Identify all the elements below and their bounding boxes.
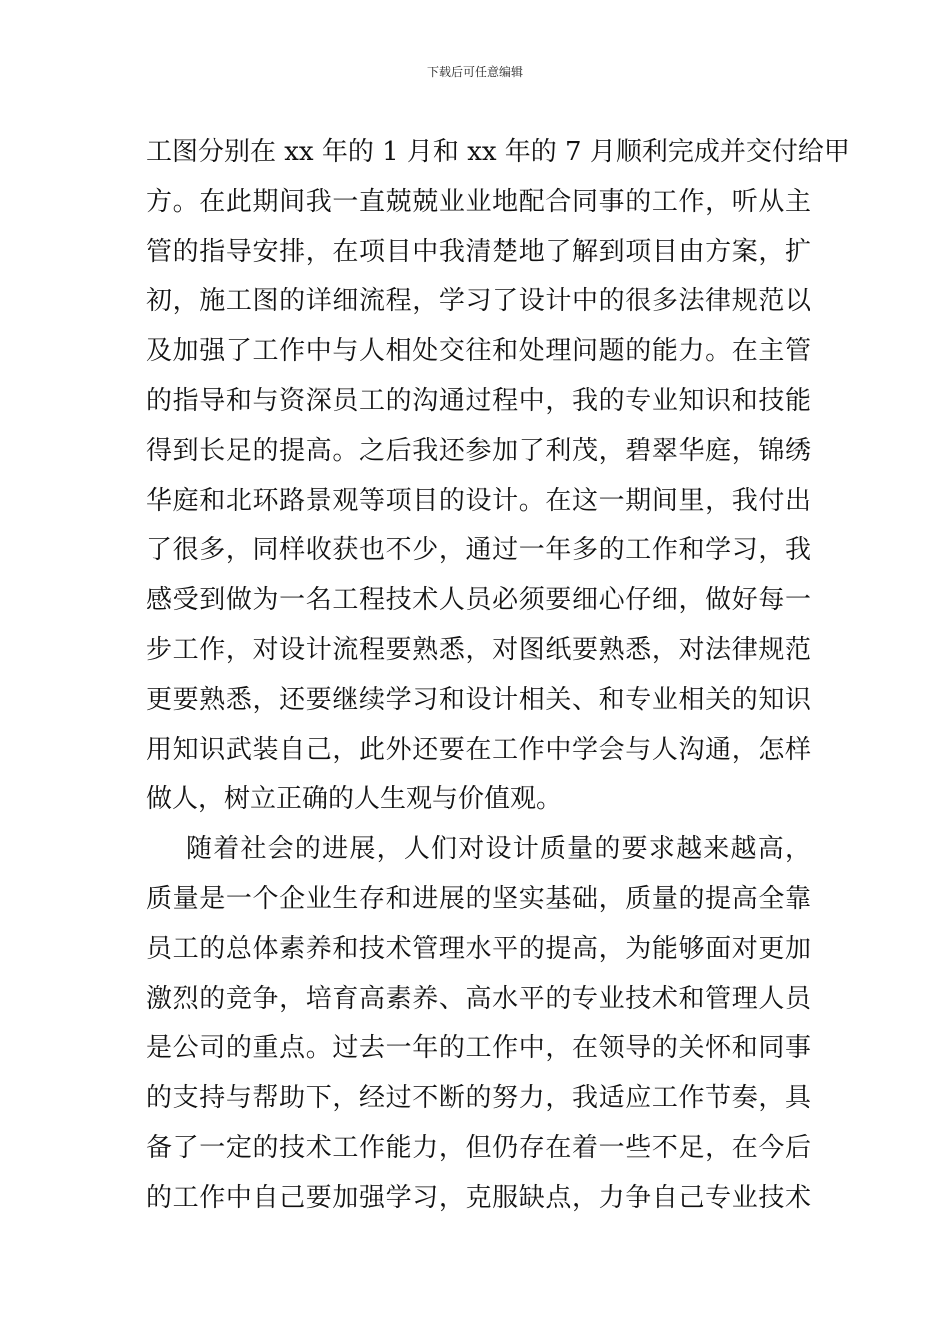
text-line: 初，施工图的详细流程，学习了设计中的很多法律规范以 <box>146 286 811 317</box>
text-line: 激烈的竞争，培育高素养、高水平的专业技术和管理人员 <box>146 983 811 1014</box>
text-line: 步工作，对设计流程要熟悉，对图纸要熟悉，对法律规范 <box>146 634 811 665</box>
text-line: 的工作中自己要加强学习，克服缺点，力争自己专业技术 <box>146 1182 811 1213</box>
text-line: 管的指导安排，在项目中我清楚地了解到项目由方案，扩 <box>146 236 811 267</box>
text-line: 做人，树立正确的人生观与价值观。 <box>146 784 563 815</box>
text-line: 工图分别在 xx 年的 1 月和 xx 年的 7 月顺利完成并交付给甲 <box>146 137 850 167</box>
body-text <box>146 128 850 1224</box>
text-line: 感受到做为一名工程技术人员必须要细心仔细，做好每一 <box>146 585 811 616</box>
text-line: 用知识武装自己，此外还要在工作中学会与人沟通，怎样 <box>146 734 811 765</box>
text-line: 方。在此期间我一直兢兢业业地配合同事的工作，听从主 <box>146 186 811 217</box>
text-line: 华庭和北环路景观等项目的设计。在这一期间里，我付出 <box>146 485 811 516</box>
header-note: 下载后可任意编辑 <box>426 65 523 79</box>
text-line: 备了一定的技术工作能力，但仍存在着一些不足，在今后 <box>146 1132 811 1163</box>
text-line: 及加强了工作中与人相处交往和处理问题的能力。在主管 <box>146 336 811 367</box>
text-line: 随着社会的进展，人们对设计质量的要求越来越高， <box>186 834 811 865</box>
text-line: 的支持与帮助下，经过不断的努力，我适应工作节奏，具 <box>146 1083 811 1114</box>
text-line: 质量是一个企业生存和进展的坚实基础，质量的提高全靠 <box>146 883 811 914</box>
text-line: 更要熟悉，还要继续学习和设计相关、和专业相关的知识 <box>146 684 811 715</box>
text-line: 的指导和与资深员工的沟通过程中，我的专业知识和技能 <box>146 385 811 416</box>
text-line: 是公司的重点。过去一年的工作中，在领导的关怀和同事 <box>146 1033 811 1064</box>
text-line: 了很多，同样收获也不少，通过一年多的工作和学习，我 <box>146 535 811 566</box>
text-line: 员工的总体素养和技术管理水平的提高，为能够面对更加 <box>146 933 811 964</box>
text-line: 得到长足的提高。之后我还参加了利茂，碧翠华庭，锦绣 <box>146 435 811 466</box>
